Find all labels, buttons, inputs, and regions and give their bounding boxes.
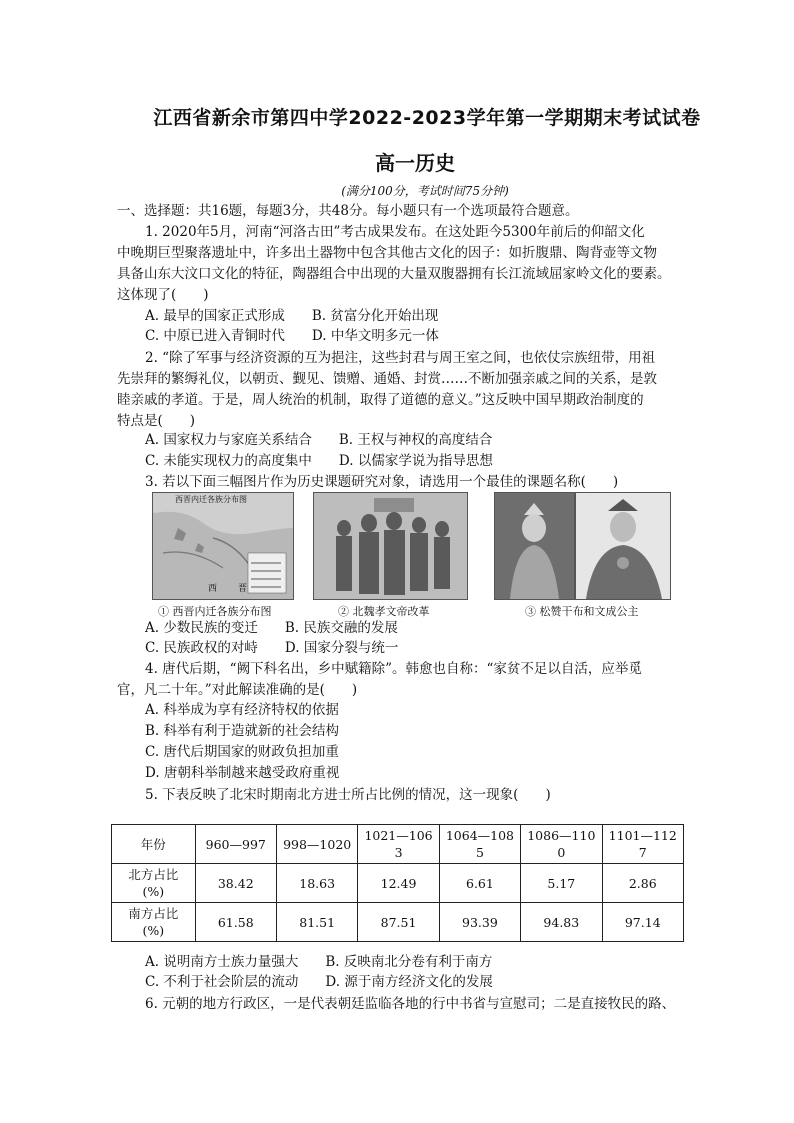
row-label: 南方占比 (%) (112, 903, 196, 942)
q2-option: C. 未能实现权力的高度集中 D. 以儒家学说为指导思想 (145, 453, 493, 469)
q2-line: 特点是( ) (117, 413, 196, 429)
table-cell: 6.61 (439, 864, 520, 903)
image-caption: ② 北魏孝文帝改革 (338, 605, 430, 618)
row-label: 北方占比 (%) (112, 864, 196, 903)
table-cell: 2.86 (602, 864, 683, 903)
q6-line: 6. 元朝的地方行政区，一是代表朝廷监临各地的行中书省与宣慰司；二是直接牧民的路、 (145, 996, 676, 1012)
q2-option: A. 国家权力与家庭关系结合 B. 王权与神权的高度结合 (145, 432, 493, 448)
table-header-cell: 1021—106 3 (358, 825, 439, 864)
q3-option: A. 少数民族的变迁 B. 民族交融的发展 (145, 620, 398, 636)
table-header-cell: 年份 (112, 825, 196, 864)
table-row (112, 903, 684, 942)
table-header-cell: 960—997 (195, 825, 276, 864)
songtsen-statue-image (494, 492, 575, 600)
table-header-cell: 1064—108 5 (439, 825, 520, 864)
table-header-cell: 1101—112 7 (602, 825, 683, 864)
q4-line: 4. 唐代后期，“阙下科名出，乡中赋籍除”。韩愈也自称：“家贫不足以自活，应举觅 (145, 661, 642, 677)
table-cell: 94.83 (521, 903, 602, 942)
image-caption: ① 西晋内迁各族分布图 (158, 605, 272, 618)
q4-line: 官，凡二十年。”对此解读准确的是( ) (117, 682, 358, 698)
q1-line: 具备山东大汶口文化的特征，陶器组合中出现的大量双腹器拥有长江流域屈家岭文化的要素。 (117, 266, 671, 282)
table-cell: 93.39 (439, 903, 520, 942)
q3-line: 3. 若以下面三幅图片作为历史课题研究对象，请选用一个最佳的课题名称( ) (145, 474, 619, 490)
jinshi-ratio-table (111, 824, 684, 942)
table-cell: 12.49 (358, 864, 439, 903)
q5-option: A. 说明南方士族力量强大 B. 反映南北分卷有利于南方 (145, 954, 493, 970)
reform-painting-image (313, 492, 468, 600)
map-label: 西 (208, 584, 218, 594)
q1-line: 中晚期巨型聚落遗址中，许多出土器物中包含其他古文化的因子：如折腹鼎、陶背壶等文物 (117, 245, 657, 261)
table-cell: 38.42 (195, 864, 276, 903)
table-cell: 97.14 (602, 903, 683, 942)
section-heading: 一、选择题：共16题，每题3分，共48分。每小题只有一个选项最符合题意。 (117, 203, 579, 219)
table-cell: 18.63 (276, 864, 357, 903)
table-cell: 87.51 (358, 903, 439, 942)
exam-subject: 高一历史 (375, 151, 455, 175)
q3-option: C. 民族政权的对峙 D. 国家分裂与统一 (145, 640, 399, 656)
q2-line: 先崇拜的繁缛礼仪，以朝贡、觐见、馈赠、通婚、封赏……不断加强亲戚之间的关系，是敦 (117, 371, 657, 387)
q4-option: D. 唐朝科举制越来越受政府重视 (145, 765, 340, 781)
map-title: 西晋内迁各族分布图 (175, 495, 247, 504)
table-header-row (112, 825, 684, 864)
map-label: 晋 (238, 584, 248, 594)
q1-line: 这体现了( ) (117, 287, 209, 303)
table-row (112, 864, 684, 903)
table-cell: 61.58 (195, 903, 276, 942)
table-cell: 81.51 (276, 903, 357, 942)
q1-option: A. 最早的国家正式形成 B. 贫富分化开始出现 (145, 308, 439, 324)
q2-line: 2. “除了军事与经济资源的互为挹注，这些封君与周王室之间，也依仗宗族纽带，用祖 (145, 350, 656, 366)
exam-title: 江西省新余市第四中学2022-2023学年第一学期期末考试试卷 (153, 107, 701, 129)
q5-line: 5. 下表反映了北宋时期南北方进士所占比例的情况，这一现象( ) (145, 787, 551, 803)
image-caption: ③ 松赞干布和文成公主 (525, 605, 639, 618)
wencheng-statue-image (575, 492, 671, 600)
q4-option: B. 科举有利于造就新的社会结构 (145, 723, 340, 739)
table-header-cell: 998—1020 (276, 825, 357, 864)
q2-line: 睦亲戚的孝道。于是，周人统治的机制，取得了道德的意义。”这反映中国早期政治制度的 (117, 392, 644, 408)
q5-option: C. 不利于社会阶层的流动 D. 源于南方经济文化的发展 (145, 974, 493, 990)
q4-option: A. 科举成为享有经济特权的依据 (145, 702, 339, 718)
table-header-cell: 1086—110 0 (521, 825, 602, 864)
table-cell: 5.17 (521, 864, 602, 903)
map-image (152, 492, 294, 600)
q1-option: C. 中原已进入青铜时代 D. 中华文明多元一体 (145, 328, 439, 344)
q1-line: 1. 2020年5月，河南“河洛古田”考古成果发布。在这处距今5300年前后的仰韶文化 (145, 224, 645, 240)
q4-option: C. 唐代后期国家的财政负担加重 (145, 744, 339, 760)
exam-note: (满分100分，考试时间75分钟) (341, 184, 509, 198)
